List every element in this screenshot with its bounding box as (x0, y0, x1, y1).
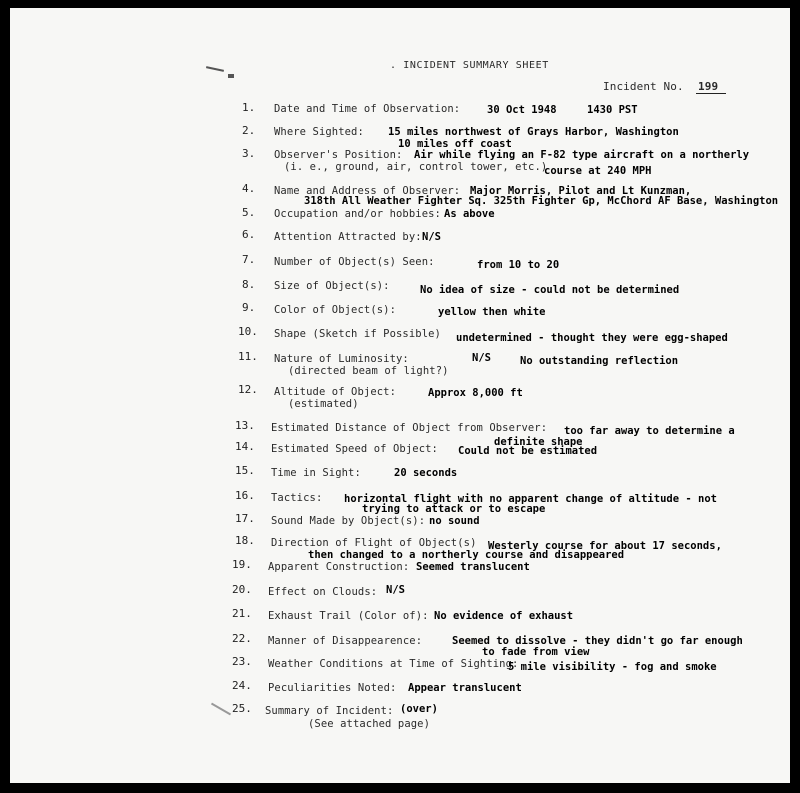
item-number: 17. (235, 512, 255, 525)
item-value: N/S (422, 231, 441, 243)
item-value: Approx 8,000 ft (428, 387, 523, 399)
item-value: No idea of size - could not be determined (420, 284, 680, 296)
item-label: Shape (Sketch if Possible) (274, 328, 441, 340)
item-label: Direction of Flight of Object(s) (271, 537, 477, 549)
item-sublabel: (directed beam of light?) (288, 365, 449, 377)
item-value: 15 miles northwest of Grays Harbor, Washington (388, 126, 679, 138)
item-value: trying to attack or to escape (362, 503, 546, 515)
item-value: then changed to a northerly course and disappeared (308, 549, 625, 561)
item-label: Size of Object(s): (274, 280, 390, 292)
item-number: 6. (242, 228, 256, 241)
item-label: Number of Object(s) Seen: (274, 256, 435, 268)
item-value: course at 240 MPH (544, 165, 652, 177)
item-number: 9. (242, 301, 256, 314)
item-number: 7. (242, 253, 256, 266)
item-value: no sound (429, 515, 480, 527)
item-label: Apparent Construction: (268, 561, 410, 573)
item-label: Estimated Distance of Object from Observer: (271, 422, 548, 434)
item-value: definite shape (494, 436, 583, 448)
item-number: 14. (235, 440, 255, 453)
item-label: Time in Sight: (271, 467, 361, 479)
item-value: Air while flying an F-82 type aircraft on a northerly (414, 149, 750, 161)
item-value: 318th All Weather Fighter Sq. 325th Fighter Gp, McChord AF Base, Washington (304, 195, 779, 207)
item-number: 2. (242, 124, 256, 137)
item-number: 16. (235, 489, 255, 502)
incident-number-value: 199 (696, 80, 726, 94)
item-number: 4. (242, 182, 256, 195)
item-value: 30 Oct 1948 (487, 104, 557, 116)
item-number: 25. (232, 702, 252, 715)
item-number: 21. (232, 607, 252, 620)
item-label: Peculiarities Noted: (268, 682, 397, 694)
document-page (10, 8, 790, 783)
item-value: Appear translucent (408, 682, 522, 694)
item-value: Westerly course for about 17 seconds, (488, 540, 722, 552)
item-number: 12. (238, 383, 258, 396)
item-label: Nature of Luminosity: (274, 353, 409, 365)
item-value: No evidence of exhaust (434, 610, 574, 622)
item-value: yellow then white (438, 306, 546, 318)
item-label: Name and Address of Observer: (274, 185, 461, 197)
item-value: Seemed translucent (416, 561, 530, 573)
ink-mark (228, 74, 234, 78)
item-value: N/S (386, 584, 405, 596)
item-sublabel: (i. e., ground, air, control tower, etc.) (284, 161, 548, 173)
item-number: 23. (232, 655, 252, 668)
item-value: from 10 to 20 (477, 259, 560, 271)
item-value: No outstanding reflection (520, 355, 679, 367)
item-number: 15. (235, 464, 255, 477)
item-number: 20. (232, 583, 252, 596)
item-value: Seemed to dissolve - they didn't go far enough (452, 635, 743, 647)
item-number: 1. (242, 101, 256, 114)
document-title: . INCIDENT SUMMARY SHEET (390, 60, 549, 71)
item-label: Manner of Disappearence: (268, 635, 423, 647)
item-sublabel: (See attached page) (308, 718, 431, 730)
item-value: 5 mile visibility - fog and smoke (508, 661, 717, 673)
item-label: Summary of Incident: (265, 705, 394, 717)
item-label: Sound Made by Object(s): (271, 515, 426, 527)
item-label: Observer's Position: (274, 149, 403, 161)
item-number: 19. (232, 558, 252, 571)
item-number: 22. (232, 632, 252, 645)
item-label: Where Sighted: (274, 126, 364, 138)
item-number: 3. (242, 147, 256, 160)
item-label: Occupation and/or hobbies: (274, 208, 441, 220)
item-number: 5. (242, 206, 256, 219)
item-label: Altitude of Object: (274, 386, 397, 398)
item-value: to fade from view (482, 646, 590, 658)
item-value: 10 miles off coast (398, 138, 512, 150)
item-value: As above (444, 208, 495, 220)
item-value: too far away to determine a (564, 425, 735, 437)
item-label: Weather Conditions at Time of Sighting: (268, 658, 519, 670)
item-label: Exhaust Trail (Color of): (268, 610, 429, 622)
item-label: Date and Time of Observation: (274, 103, 461, 115)
incident-number-label: Incident No. (603, 80, 684, 93)
item-number: 24. (232, 679, 252, 692)
item-value: 1430 PST (587, 104, 638, 116)
item-value: N/S (472, 352, 491, 364)
item-label: Estimated Speed of Object: (271, 443, 438, 455)
item-label: Attention Attracted by: (274, 231, 422, 243)
ink-mark (206, 66, 224, 72)
item-value: horizontal flight with no apparent change of altitude - not (344, 493, 717, 505)
item-number: 11. (238, 350, 258, 363)
item-value: Could not be estimated (458, 445, 598, 457)
item-sublabel: (estimated) (288, 398, 359, 410)
item-label: Color of Object(s): (274, 304, 397, 316)
item-value: (over) (400, 703, 438, 715)
ink-mark (211, 703, 231, 716)
item-number: 10. (238, 325, 258, 338)
item-number: 13. (235, 419, 255, 432)
item-value: undetermined - thought they were egg-shaped (456, 332, 728, 344)
item-number: 8. (242, 278, 256, 291)
item-number: 18. (235, 534, 255, 547)
item-label: Tactics: (271, 492, 323, 504)
item-value: Major Morris, Pilot and Lt Kunzman, (470, 185, 692, 197)
item-value: 20 seconds (394, 467, 458, 479)
item-label: Effect on Clouds: (268, 586, 378, 598)
